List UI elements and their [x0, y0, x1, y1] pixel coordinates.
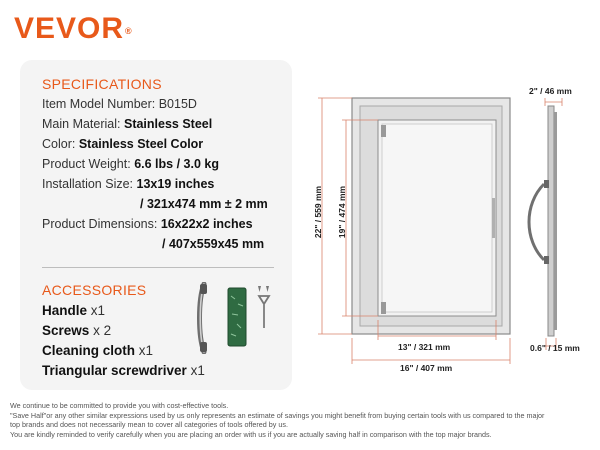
screws-icon	[258, 286, 269, 292]
spec-weight-label: Product Weight:	[42, 157, 131, 171]
accessories-title: ACCESSORIES	[42, 282, 147, 298]
dim-inner-height: 19" / 474 mm	[337, 185, 347, 239]
dim-outer-width: 16" / 407 mm	[400, 363, 453, 373]
accessory-name: Screws	[42, 323, 90, 338]
accessory-handle	[42, 302, 105, 320]
spec-color-label: Color:	[42, 137, 76, 151]
spec-card	[20, 60, 292, 390]
disclaimer-line: "Save Half"or any other similar expressions used by us only represents an estimate of savings you might benefit from buying certain tools with us compared to the major	[10, 410, 545, 420]
spec-dims	[42, 216, 253, 232]
cleaning-cloth-icon	[228, 288, 246, 346]
brand-logo	[14, 14, 133, 44]
spec-color	[42, 136, 203, 152]
dim-flange: 0.6" / 15 mm	[530, 343, 580, 353]
spec-install-metric	[140, 196, 268, 212]
accessory-icons	[188, 282, 288, 354]
brand-reg-mark: ®	[125, 26, 133, 36]
spec-dims-label: Product Dimensions:	[42, 217, 158, 231]
accessory-qty: x1	[90, 303, 106, 318]
specifications-title: SPECIFICATIONS	[42, 76, 162, 92]
accessory-qty: x1	[190, 363, 205, 378]
accessory-qty: x 2	[93, 323, 112, 338]
spec-material	[42, 116, 212, 132]
spec-install-label: Installation Size:	[42, 177, 134, 191]
disclaimer	[10, 401, 595, 439]
dim-outer-height: 22" / 559 mm	[313, 185, 323, 239]
spec-dims-value-2: / 407x559x45 mm	[162, 237, 265, 251]
accessory-name: Triangular screwdriver	[42, 363, 187, 378]
spec-color-value: Stainless Steel Color	[78, 137, 204, 151]
spec-dims-value-1: 16x22x2 inches	[160, 217, 253, 231]
door-front-view	[352, 98, 510, 334]
spec-material-label: Main Material:	[42, 117, 121, 131]
section-divider	[42, 267, 274, 268]
handle-icon	[200, 284, 208, 352]
dim-inner-width: 13" / 321 mm	[398, 342, 451, 352]
accessory-screwdriver	[42, 362, 205, 380]
disclaimer-line: top brands and does not necessarily mean to cover all categories of tools offered by us.	[10, 420, 288, 430]
brand-name: VEVOR	[14, 12, 125, 45]
disclaimer-line: We continue to be committed to provide you with cost-effective tools.	[10, 401, 229, 410]
spec-weight-value: 6.6 lbs / 3.0 kg	[134, 157, 219, 171]
spec-install-value-1: 13x19 inches	[136, 177, 215, 191]
accessory-screws	[42, 322, 111, 340]
spec-install-value-2: / 321x474 mm ± 2 mm	[140, 197, 268, 211]
dim-depth: 2" / 46 mm	[529, 86, 572, 96]
triangular-screwdriver-icon	[259, 296, 269, 328]
accessory-name: Handle	[42, 303, 88, 318]
spec-material-value: Stainless Steel	[123, 117, 213, 131]
spec-dims-metric	[162, 236, 264, 252]
spec-weight	[42, 156, 219, 172]
spec-model-value: B015D	[158, 97, 197, 111]
accessory-cloth	[42, 342, 153, 360]
door-side-view	[529, 106, 557, 336]
accessory-qty: x1	[138, 343, 154, 358]
spec-install	[42, 176, 214, 192]
spec-model-label: Item Model Number:	[42, 97, 156, 111]
disclaimer-line: You are kindly reminded to verify carefully when you are placing an order with us if you are actually saving half in comparison with the top major brands.	[10, 429, 492, 439]
accessory-name: Cleaning cloth	[42, 343, 136, 358]
spec-model	[42, 96, 197, 112]
